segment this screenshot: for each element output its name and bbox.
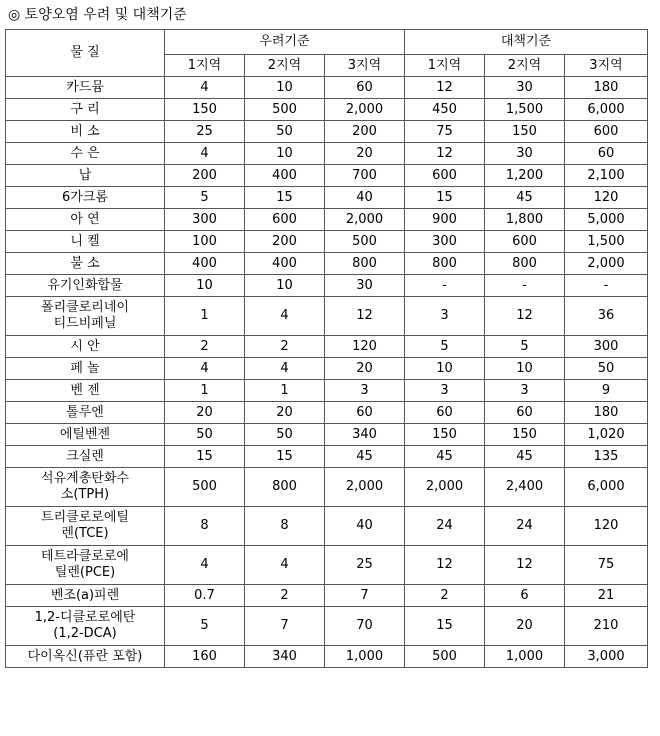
action-value-region-2: 30	[485, 143, 565, 165]
action-value-region-3: 2,100	[565, 165, 648, 187]
action-value-region-1: 12	[405, 143, 485, 165]
table-row	[6, 297, 648, 336]
table-row	[6, 187, 648, 209]
action-value-region-3: 50	[565, 358, 648, 380]
action-value-region-1: 300	[405, 231, 485, 253]
header-row-groups	[6, 30, 648, 55]
concern-value-region-3: 200	[325, 121, 405, 143]
substance-name	[6, 165, 165, 187]
action-value-region-1: 900	[405, 209, 485, 231]
concern-value-region-3: 2,000	[325, 468, 405, 507]
table-row	[6, 468, 648, 507]
action-value-region-2: 1,800	[485, 209, 565, 231]
action-value-region-2: 45	[485, 446, 565, 468]
substance-name-line: 카드뮴	[66, 79, 104, 95]
concern-value-region-2: 400	[245, 253, 325, 275]
action-value-region-3: 6,000	[565, 99, 648, 121]
action-value-region-2: 12	[485, 546, 565, 585]
concern-value-region-3: 70	[325, 607, 405, 646]
action-value-region-1: 3	[405, 380, 485, 402]
concern-value-region-1: 5	[165, 607, 245, 646]
action-value-region-2: -	[485, 275, 565, 297]
substance-name	[6, 424, 165, 446]
table-row	[6, 646, 648, 668]
concern-value-region-2: 4	[245, 297, 325, 336]
substance-name	[6, 143, 165, 165]
concern-value-region-3: 20	[325, 358, 405, 380]
concern-value-region-1: 10	[165, 275, 245, 297]
substance-name	[6, 507, 165, 546]
substance-name-line: 시 안	[70, 338, 100, 354]
concern-value-region-3: 40	[325, 507, 405, 546]
action-value-region-1: 12	[405, 546, 485, 585]
substance-name	[6, 646, 165, 668]
concern-value-region-2: 800	[245, 468, 325, 507]
concern-value-region-1: 100	[165, 231, 245, 253]
concern-value-region-3: 30	[325, 275, 405, 297]
substance-name	[6, 121, 165, 143]
concern-value-region-2: 2	[245, 336, 325, 358]
concern-value-region-3: 2,000	[325, 209, 405, 231]
header-substance: 물 질	[6, 30, 165, 77]
concern-value-region-3: 60	[325, 402, 405, 424]
action-value-region-2: 20	[485, 607, 565, 646]
substance-name-line: 1,2-디클로로에탄	[34, 610, 136, 625]
concern-value-region-1: 1	[165, 380, 245, 402]
table-body	[6, 30, 648, 668]
concern-value-region-1: 400	[165, 253, 245, 275]
concern-value-region-2: 15	[245, 446, 325, 468]
action-value-region-3: 180	[565, 402, 648, 424]
action-value-region-1: 15	[405, 187, 485, 209]
substance-name-line: (1,2-DCA)	[53, 626, 117, 641]
header-concern-group: 우려기준	[165, 30, 405, 55]
action-value-region-1: 2	[405, 585, 485, 607]
concern-value-region-3: 60	[325, 77, 405, 99]
substance-name	[6, 253, 165, 275]
substance-name	[6, 275, 165, 297]
action-value-region-3: 6,000	[565, 468, 648, 507]
action-value-region-3: 75	[565, 546, 648, 585]
substance-name-line: 페 놀	[70, 360, 100, 376]
action-value-region-2: 5	[485, 336, 565, 358]
action-value-region-2: 150	[485, 121, 565, 143]
concern-value-region-3: 1,000	[325, 646, 405, 668]
concern-value-region-1: 150	[165, 99, 245, 121]
substance-name-line: 폴리클로리네이	[41, 300, 129, 315]
table-row	[6, 209, 648, 231]
concern-value-region-1: 4	[165, 546, 245, 585]
table-row	[6, 507, 648, 546]
action-value-region-1: 3	[405, 297, 485, 336]
action-value-region-2: 1,200	[485, 165, 565, 187]
concern-value-region-2: 15	[245, 187, 325, 209]
action-value-region-2: 6	[485, 585, 565, 607]
action-value-region-2: 2,400	[485, 468, 565, 507]
concern-value-region-3: 3	[325, 380, 405, 402]
substance-name	[6, 358, 165, 380]
action-value-region-3: 5,000	[565, 209, 648, 231]
action-value-region-3: 60	[565, 143, 648, 165]
action-value-region-2: 45	[485, 187, 565, 209]
table-row	[6, 585, 648, 607]
concern-value-region-3: 700	[325, 165, 405, 187]
concern-value-region-2: 50	[245, 121, 325, 143]
concern-value-region-3: 40	[325, 187, 405, 209]
substance-name	[6, 402, 165, 424]
substance-name	[6, 77, 165, 99]
page-title: ◎ 토양오염 우려 및 대책기준	[8, 7, 187, 23]
concern-value-region-2: 7	[245, 607, 325, 646]
concern-value-region-2: 20	[245, 402, 325, 424]
substance-name	[6, 546, 165, 585]
concern-value-region-2: 10	[245, 77, 325, 99]
concern-value-region-3: 340	[325, 424, 405, 446]
substance-name	[6, 468, 165, 507]
concern-value-region-1: 300	[165, 209, 245, 231]
concern-value-region-2: 10	[245, 275, 325, 297]
action-value-region-3: 2,000	[565, 253, 648, 275]
action-value-region-2: 10	[485, 358, 565, 380]
concern-value-region-3: 800	[325, 253, 405, 275]
substance-name-line: 아 연	[70, 211, 100, 227]
substance-name	[6, 336, 165, 358]
table-row	[6, 231, 648, 253]
table-row	[6, 402, 648, 424]
substance-name	[6, 209, 165, 231]
concern-value-region-3: 20	[325, 143, 405, 165]
action-value-region-3: 120	[565, 507, 648, 546]
table-row	[6, 546, 648, 585]
substance-name-line: 테트라클로로에	[41, 549, 129, 564]
header-concern-region-1: 1지역	[165, 55, 245, 77]
action-value-region-3: 120	[565, 187, 648, 209]
table-row	[6, 143, 648, 165]
concern-value-region-3: 7	[325, 585, 405, 607]
concern-value-region-2: 2	[245, 585, 325, 607]
action-value-region-3: 1,020	[565, 424, 648, 446]
action-value-region-2: 1,500	[485, 99, 565, 121]
concern-value-region-1: 160	[165, 646, 245, 668]
substance-name	[6, 607, 165, 646]
action-value-region-3: 9	[565, 380, 648, 402]
header-action-region-2: 2지역	[485, 55, 565, 77]
concern-value-region-1: 4	[165, 358, 245, 380]
action-value-region-2: 12	[485, 297, 565, 336]
concern-value-region-2: 4	[245, 546, 325, 585]
substance-name-line: 구 리	[70, 101, 100, 117]
soil-standards-table	[5, 29, 648, 668]
table-row	[6, 253, 648, 275]
substance-name-line: 렌(TCE)	[61, 526, 109, 541]
concern-value-region-1: 50	[165, 424, 245, 446]
header-action-region-1: 1지역	[405, 55, 485, 77]
action-value-region-1: 150	[405, 424, 485, 446]
action-value-region-1: 5	[405, 336, 485, 358]
action-value-region-2: 24	[485, 507, 565, 546]
action-value-region-1: -	[405, 275, 485, 297]
header-action-group: 대책기준	[405, 30, 648, 55]
substance-name-line: 유기인화합물	[47, 277, 123, 293]
action-value-region-3: 135	[565, 446, 648, 468]
table-row	[6, 380, 648, 402]
substance-name	[6, 99, 165, 121]
substance-name	[6, 380, 165, 402]
concern-value-region-1: 2	[165, 336, 245, 358]
concern-value-region-3: 45	[325, 446, 405, 468]
concern-value-region-3: 120	[325, 336, 405, 358]
concern-value-region-1: 20	[165, 402, 245, 424]
action-value-region-2: 600	[485, 231, 565, 253]
substance-name-line: 비 소	[70, 123, 100, 139]
concern-value-region-2: 50	[245, 424, 325, 446]
concern-value-region-3: 25	[325, 546, 405, 585]
action-value-region-1: 15	[405, 607, 485, 646]
action-value-region-1: 60	[405, 402, 485, 424]
concern-value-region-1: 200	[165, 165, 245, 187]
action-value-region-2: 150	[485, 424, 565, 446]
concern-value-region-1: 4	[165, 143, 245, 165]
substance-name	[6, 446, 165, 468]
substance-name-line: 티드비페닐	[53, 316, 117, 331]
action-value-region-1: 2,000	[405, 468, 485, 507]
substance-name	[6, 297, 165, 336]
table-row	[6, 99, 648, 121]
substance-name-line: 크실렌	[66, 448, 104, 464]
table-row	[6, 77, 648, 99]
header-action-region-3: 3지역	[565, 55, 648, 77]
concern-value-region-2: 600	[245, 209, 325, 231]
header-concern-region-3: 3지역	[325, 55, 405, 77]
substance-name	[6, 585, 165, 607]
action-value-region-3: 1,500	[565, 231, 648, 253]
concern-value-region-2: 340	[245, 646, 325, 668]
concern-value-region-2: 8	[245, 507, 325, 546]
action-value-region-3: 210	[565, 607, 648, 646]
substance-name-line: 소(TPH)	[60, 487, 110, 502]
table-row	[6, 336, 648, 358]
substance-name-line: 에틸벤젠	[59, 426, 111, 442]
substance-name-line: 수 은	[70, 145, 100, 161]
action-value-region-2: 1,000	[485, 646, 565, 668]
substance-name-line: 트리클로로에틸	[41, 510, 129, 525]
action-value-region-1: 500	[405, 646, 485, 668]
table-row	[6, 607, 648, 646]
action-value-region-1: 75	[405, 121, 485, 143]
substance-name-line: 6가크롬	[62, 189, 108, 205]
concern-value-region-1: 4	[165, 77, 245, 99]
action-value-region-3: 600	[565, 121, 648, 143]
concern-value-region-2: 1	[245, 380, 325, 402]
action-value-region-3: 21	[565, 585, 648, 607]
action-value-region-1: 450	[405, 99, 485, 121]
substance-name-line: 톨루엔	[66, 404, 104, 420]
action-value-region-1: 10	[405, 358, 485, 380]
action-value-region-2: 800	[485, 253, 565, 275]
action-value-region-3: 36	[565, 297, 648, 336]
concern-value-region-1: 500	[165, 468, 245, 507]
concern-value-region-2: 400	[245, 165, 325, 187]
substance-name-line: 석유계총탄화수	[41, 471, 129, 486]
table-row	[6, 446, 648, 468]
concern-value-region-2: 10	[245, 143, 325, 165]
substance-name-line: 니 켈	[70, 233, 100, 249]
action-value-region-2: 60	[485, 402, 565, 424]
substance-name	[6, 231, 165, 253]
header-concern-region-2: 2지역	[245, 55, 325, 77]
concern-value-region-1: 25	[165, 121, 245, 143]
substance-name	[6, 187, 165, 209]
action-value-region-2: 30	[485, 77, 565, 99]
concern-value-region-1: 8	[165, 507, 245, 546]
action-value-region-1: 12	[405, 77, 485, 99]
table-row	[6, 165, 648, 187]
action-value-region-1: 600	[405, 165, 485, 187]
table-row	[6, 358, 648, 380]
concern-value-region-2: 4	[245, 358, 325, 380]
substance-name-line: 납	[78, 167, 92, 183]
action-value-region-1: 800	[405, 253, 485, 275]
concern-value-region-3: 2,000	[325, 99, 405, 121]
concern-value-region-3: 500	[325, 231, 405, 253]
concern-value-region-1: 15	[165, 446, 245, 468]
action-value-region-3: -	[565, 275, 648, 297]
concern-value-region-2: 200	[245, 231, 325, 253]
substance-name-line: 다이옥신(퓨란 포함)	[27, 648, 143, 664]
table-row	[6, 424, 648, 446]
concern-value-region-3: 12	[325, 297, 405, 336]
action-value-region-2: 3	[485, 380, 565, 402]
action-value-region-3: 300	[565, 336, 648, 358]
action-value-region-3: 3,000	[565, 646, 648, 668]
table-row	[6, 275, 648, 297]
substance-name-line: 틸렌(PCE)	[54, 565, 116, 580]
substance-name-line: 벤조(a)피렌	[50, 587, 120, 603]
concern-value-region-1: 0.7	[165, 585, 245, 607]
action-value-region-1: 45	[405, 446, 485, 468]
table-row	[6, 121, 648, 143]
substance-name-line: 불 소	[70, 255, 100, 271]
concern-value-region-1: 5	[165, 187, 245, 209]
action-value-region-3: 180	[565, 77, 648, 99]
concern-value-region-2: 500	[245, 99, 325, 121]
concern-value-region-1: 1	[165, 297, 245, 336]
substance-name-line: 벤 젠	[70, 382, 100, 398]
action-value-region-1: 24	[405, 507, 485, 546]
